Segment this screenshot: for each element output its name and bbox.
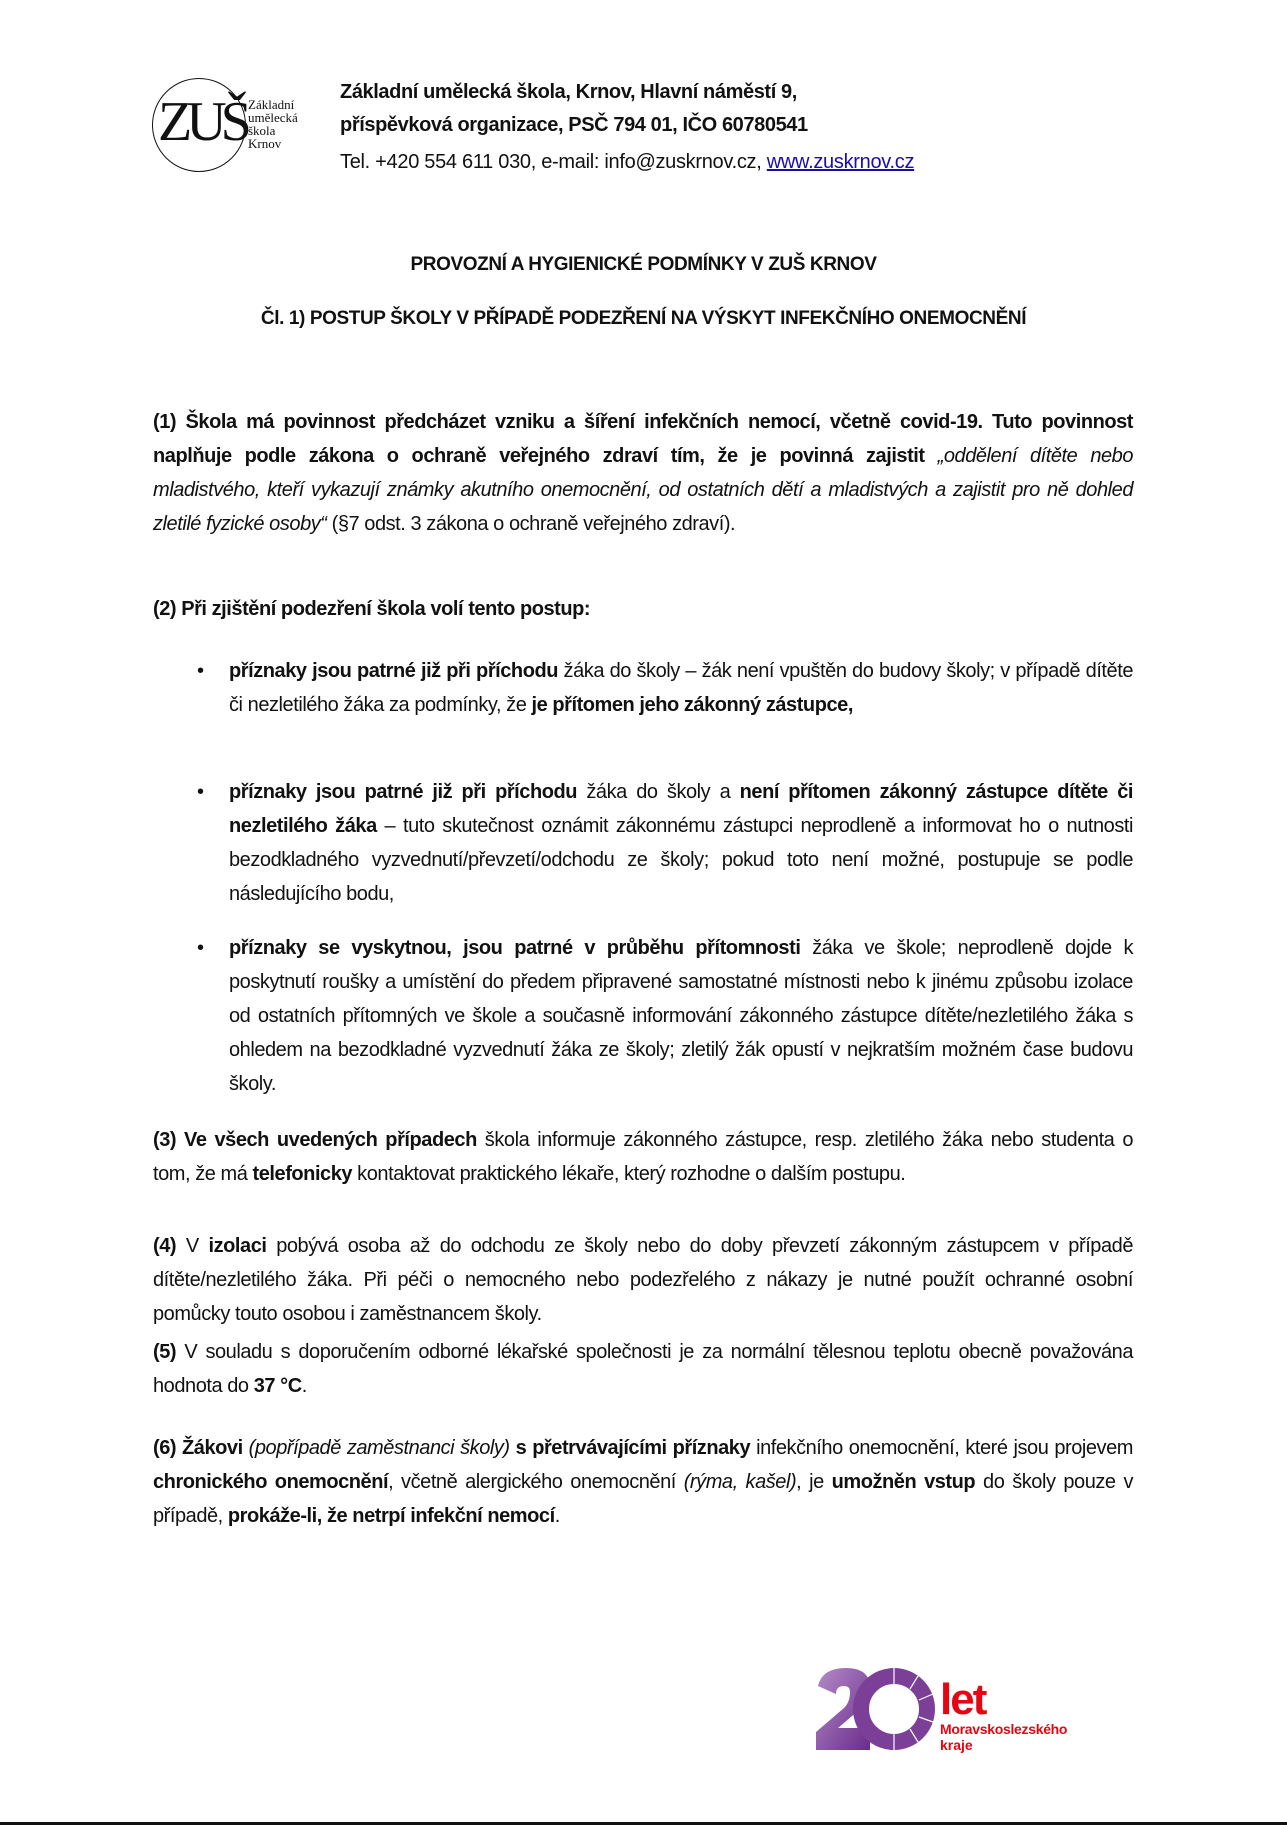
p1-quote: „oddělení dítěte nebo mladistvého, kteří vykazují známky akutního onemocnění, od ostatních dětí a mladistvých a zajistit pro ně dohled zletilé fyzické osoby“ [153,445,1134,535]
bullet-text: – tuto skutečnost oznámit zákonnému zástupci neprodleně a informovat ho o nutnosti bezodkladného vyzvednutí/převzetí/odchodu ze školy; pokud toto není možné, postupuje se podle následujícího bodu, [229,815,1133,905]
logo-text-line: Základní [248,97,295,112]
bullet-text: žáka do školy – žák není vpuštěn do budovy školy; v případě dítěte či nezletilého žáka za podmínky, že [229,660,1133,716]
paragraph-4 [153,1229,1133,1331]
logo-letters: ZUŠ [158,91,246,153]
paragraph-1 [153,405,1133,541]
paragraph-5 [153,1335,1133,1403]
p6-text: . [554,1505,560,1527]
p3-text: škola informuje zákonného zástupce, resp. zletilého žáka nebo studenta o tom, že má [153,1129,1133,1185]
paragraph-3 [153,1123,1133,1191]
p1-citation: (§7 odst. 3 zákona o ochraně veřejného zdraví). [326,513,736,535]
contact-text: Tel. +420 554 611 030, e-mail: info@zuskrnov.cz, [340,151,767,173]
p4-bold: (4) [153,1235,177,1257]
logo-text-line: Krnov [248,136,282,151]
p6-bold: s přetrvávajícími příznaky [509,1437,751,1459]
list-item [229,931,1133,1101]
logo-text-line: škola [248,123,276,138]
p1-bold: (1) Škola má povinnost předcházet vzniku a šíření infekčních nemocí, včetně covid-19. Tuto povinnost naplňuje podle zákona o ochraně veřejného zdraví tím, že je povinná zajistit [153,411,1133,467]
school-logo [152,78,307,178]
p5-text: . [301,1375,307,1397]
anniversary-logo-icon [812,1664,1082,1756]
letterhead [340,76,914,177]
letterhead-address: Základní umělecká škola, Krnov, Hlavní náměstí 9, [340,81,797,103]
p6-bold: prokáže-li, že netrpí infekční nemocí [227,1505,555,1527]
bullet-text: žáka do školy a [577,781,740,803]
bullet-text: žáka ve škole; neprodleně dojde k poskytnutí roušky a umístění do předem připravené samostatné místnosti nebo k jinému způsobu izolace od ostatních přítomných ve škole a současně informování zákonného zástupce dítěte/nezletilého žáka s ohledem na bezodkladné vyzvednutí žáka ze školy; zletilý žák opustí v nejkratším možném čase budovu školy. [229,937,1133,1095]
document-title: PROVOZNÍ A HYGIENICKÉ PODMÍNKY V ZUŠ KRNOV [410,254,877,275]
list-item [229,775,1133,911]
svg-text:let: let [940,1675,986,1724]
paragraph-2 [153,592,1133,626]
article-title: Čl. 1) POSTUP ŠKOLY V PŘÍPADĚ PODEZŘENÍ NA VÝSKYT INFEKČNÍHO ONEMOCNĚNÍ [260,308,1027,329]
p6-text: do školy pouze v případě, [153,1471,1133,1527]
p6-text: , včetně alergického onemocnění [388,1471,684,1493]
svg-text:kraje: kraje [940,1737,973,1753]
p3-text: kontaktovat praktického lékaře, který rozhodne o dalším postupu. [352,1163,906,1185]
p4-text: pobývá osoba až do odchodu ze školy nebo do doby převzetí zákonným zástupcem v případě dítěte/nezletilého žáka. Při péči o nemocného nebo podezřelého z nákazy je nutné použít ochranné osobní pomůcky touto osobou i zaměstnancem školy. [153,1235,1133,1325]
logo-text-line: umělecká [248,110,298,125]
anniversary-logo [812,1664,1082,1756]
p4-bold: izolaci [208,1235,267,1257]
bullet-icon: • [197,660,205,682]
bullet-bold: příznaky jsou patrné již při příchodu [229,660,558,682]
p5-bold: (5) [153,1341,177,1363]
p6-bold: umožněn vstup [831,1471,976,1493]
svg-text:Moravskoslezského: Moravskoslezského [940,1721,1068,1737]
p6-bold: (6) Žákovi [153,1437,243,1459]
bullet-bold: příznaky jsou patrné již při příchodu [229,781,578,803]
p5-text: V souladu s doporučením odborné lékařské společnosti je za normální tělesnou teplotu obecně považována hodnota do [153,1341,1133,1397]
letterhead-contact [340,147,914,177]
list-item [229,654,1133,722]
paragraph-6 [153,1431,1133,1533]
p4-text: V [176,1235,209,1257]
p3-bold: telefonicky [252,1163,353,1185]
bullet-icon: • [197,781,205,803]
bullet-bold: není přítomen zákonný zástupce dítěte či nezletilého žáka [229,781,1133,837]
p6-bold: chronického onemocnění [153,1471,389,1493]
website-link[interactable]: www.zuskrnov.cz [766,151,915,173]
p6-text: infekčního onemocnění, které jsou projevem [750,1437,1133,1459]
p6-italic: (rýma, kašel) [683,1471,797,1493]
bullet-icon: • [197,937,205,959]
logo-text [248,98,298,150]
bullet-bold: je přítomen jeho zákonný zástupce, [531,694,853,716]
p5-bold: 37 °C [253,1375,302,1397]
p6-italic: (popřípadě zaměstnanci školy) [242,1437,510,1459]
p2-bold: (2) Při zjištění podezření škola volí tento postup: [153,598,591,620]
letterhead-organization: příspěvková organizace, PSČ 794 01, IČO 60780541 [340,114,808,136]
p6-text: , je [796,1471,832,1493]
bullet-bold: příznaky se vyskytnou, jsou patrné v průběhu přítomnosti [229,937,801,959]
p3-bold: (3) Ve všech uvedených případech [153,1129,477,1151]
